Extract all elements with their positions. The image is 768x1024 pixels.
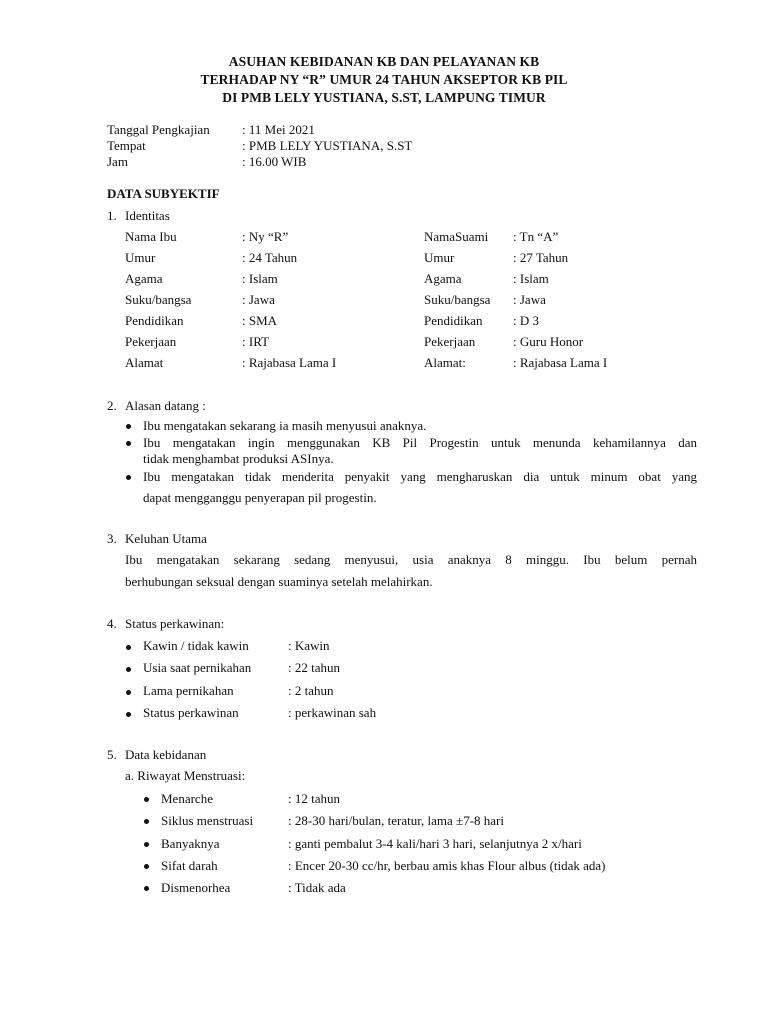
menstruasi-value: : Encer 20-30 cc/hr, berbau amis khas Flour albus (tidak ada) [288, 858, 606, 873]
bullet-icon [144, 819, 149, 824]
bullet-icon [144, 842, 149, 847]
perkawinan-label: Status perkawinan [143, 705, 239, 720]
perkawinan-value: : Kawin [288, 638, 330, 653]
ibu-value: : Islam [242, 271, 278, 286]
menstruasi-value: : 12 tahun [288, 791, 340, 806]
menstruasi-label: Dismenorhea [161, 880, 231, 895]
tempat-value: : PMB LELY YUSTIANA, S.ST [242, 138, 413, 153]
ibu-value: : Ny “R” [242, 229, 289, 244]
ibu-label: Pendidikan [125, 313, 184, 328]
suami-label: Suku/bangsa [424, 292, 491, 307]
kebidanan-title: Data kebidanan [125, 747, 207, 762]
title-line-1: ASUHAN KEBIDANAN KB DAN PELAYANAN KB [228, 54, 540, 69]
tanggal-label: Tanggal Pengkajian [107, 122, 210, 137]
jam-label: Jam [107, 154, 128, 169]
menstruasi-value: : ganti pembalut 3-4 kali/hari 3 hari, selanjutnya 2 x/hari [288, 836, 582, 851]
ibu-value: : Jawa [242, 292, 275, 307]
keluhan-number: 3. [107, 531, 117, 546]
menstruasi-label: Siklus menstruasi [161, 813, 254, 828]
perkawinan-label: Usia saat pernikahan [143, 660, 252, 675]
ibu-label: Nama Ibu [125, 229, 177, 244]
suami-value: : Islam [513, 271, 549, 286]
bullet-icon [126, 712, 131, 717]
suami-value: : 27 Tahun [513, 250, 569, 265]
suami-label: Alamat: [424, 355, 466, 370]
keluhan-line-1: Ibu mengatakan sekarang sedang menyusui, usia anaknya 8 minggu. Ibu belum pernah [125, 552, 697, 567]
perkawinan-value: : perkawinan sah [288, 705, 377, 720]
identitas-number: 1. [107, 208, 117, 223]
keluhan-line-2: berhubungan seksual dengan suaminya setelah melahirkan. [125, 574, 433, 589]
menstruasi-label: Sifat darah [161, 858, 218, 873]
tanggal-value: : 11 Mei 2021 [242, 122, 315, 137]
ibu-label: Agama [125, 271, 163, 286]
suami-label: Umur [424, 250, 455, 265]
suami-value: : Jawa [513, 292, 546, 307]
alasan-bullet-1: Ibu mengatakan sekarang ia masih menyusui anaknya. [143, 418, 427, 433]
suami-label: Pendidikan [424, 313, 483, 328]
suami-value: : D 3 [513, 313, 539, 328]
section-title: DATA SUBYEKTIF [107, 186, 220, 201]
suami-value: : Tn “A” [513, 229, 559, 244]
alasan-number: 2. [107, 398, 117, 413]
suami-value: : Guru Honor [513, 334, 584, 349]
perkawinan-number: 4. [107, 616, 117, 631]
alasan-bullet-3-line-2: dapat mengganggu penyerapan pil progestin. [143, 490, 377, 505]
menstruasi-label: Menarche [161, 791, 213, 806]
kebidanan-subtitle: a. Riwayat Menstruasi: [125, 768, 246, 783]
ibu-label: Umur [125, 250, 156, 265]
suami-label: Agama [424, 271, 462, 286]
bullet-icon [126, 424, 131, 429]
menstruasi-value: : Tidak ada [288, 880, 346, 895]
perkawinan-value: : 22 tahun [288, 660, 340, 675]
title-line-3: DI PMB LELY YUSTIANA, S.ST, LAMPUNG TIMUR [222, 90, 546, 105]
bullet-icon [144, 864, 149, 869]
identitas-title: Identitas [125, 208, 170, 223]
menstruasi-label: Banyaknya [161, 836, 220, 851]
bullet-icon [126, 475, 131, 480]
ibu-label: Alamat [125, 355, 164, 370]
alasan-bullet-2-line-1: Ibu mengatakan ingin menggunakan KB Pil Progestin untuk menunda kehamilannya dan [143, 435, 697, 450]
bullet-icon [126, 690, 131, 695]
ibu-value: : IRT [242, 334, 270, 349]
perkawinan-title: Status perkawinan: [125, 616, 225, 631]
tempat-label: Tempat [107, 138, 146, 153]
kebidanan-number: 5. [107, 747, 117, 762]
title-line-2: TERHADAP NY “R” UMUR 24 TAHUN AKSEPTOR KB PIL [200, 72, 568, 87]
bullet-icon [144, 886, 149, 891]
suami-label: Pekerjaan [424, 334, 476, 349]
jam-value: : 16.00 WIB [242, 154, 307, 169]
perkawinan-value: : 2 tahun [288, 683, 334, 698]
ibu-value: : Rajabasa Lama I [242, 355, 337, 370]
bullet-icon [126, 645, 131, 650]
alasan-title: Alasan datang : [125, 398, 206, 413]
bullet-icon [126, 667, 131, 672]
bullet-icon [126, 441, 131, 446]
suami-label: NamaSuami [424, 229, 489, 244]
perkawinan-label: Lama pernikahan [143, 683, 234, 698]
suami-value: : Rajabasa Lama I [513, 355, 608, 370]
alasan-bullet-3-line-1: Ibu mengatakan tidak menderita penyakit yang mengharuskan dia untuk minum obat yang [143, 469, 697, 484]
menstruasi-value: : 28-30 hari/bulan, teratur, lama ±7-8 hari [288, 813, 504, 828]
ibu-label: Pekerjaan [125, 334, 177, 349]
ibu-value: : 24 Tahun [242, 250, 298, 265]
ibu-value: : SMA [242, 313, 278, 328]
keluhan-title: Keluhan Utama [125, 531, 207, 546]
perkawinan-label: Kawin / tidak kawin [143, 638, 249, 653]
bullet-icon [144, 797, 149, 802]
ibu-label: Suku/bangsa [125, 292, 192, 307]
alasan-bullet-2-line-2: tidak menghambat produksi ASInya. [143, 451, 334, 466]
